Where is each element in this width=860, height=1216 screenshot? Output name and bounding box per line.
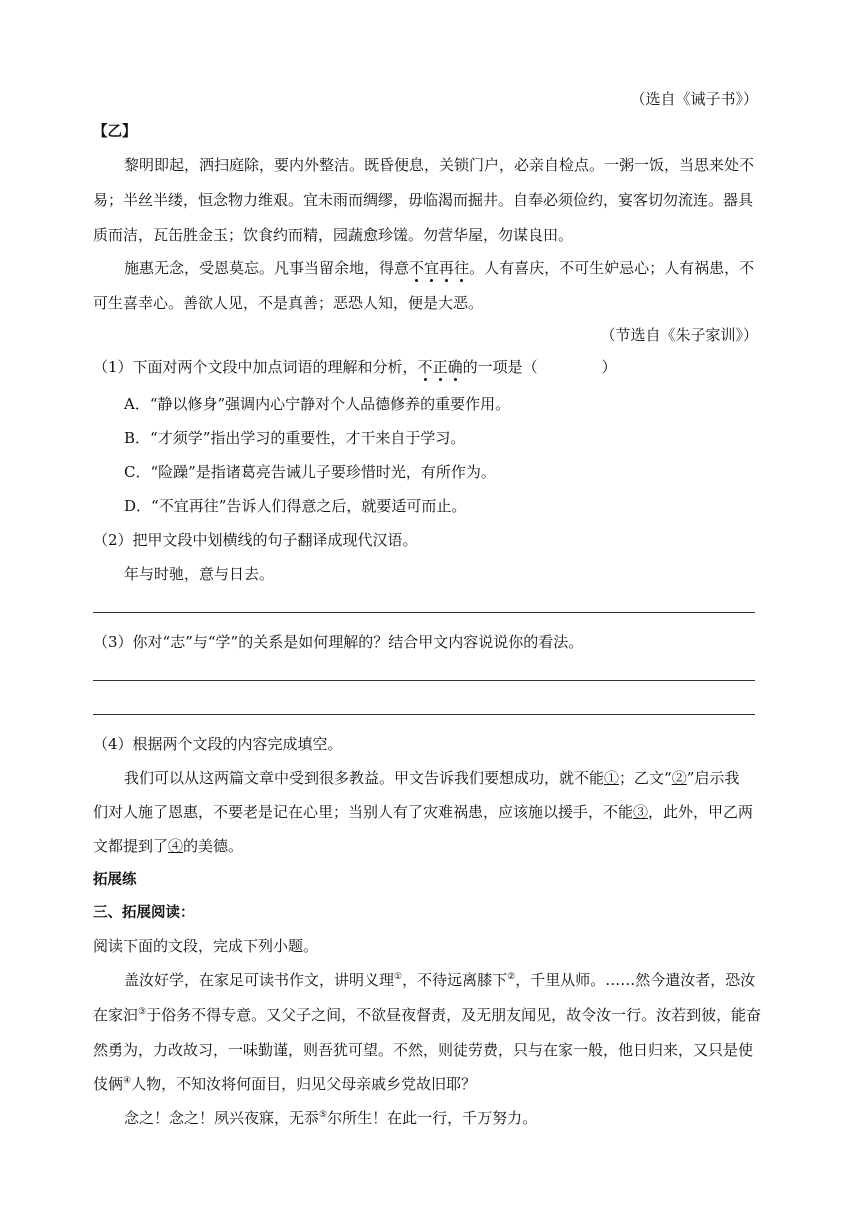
blank-marker[interactable]: ②	[671, 769, 687, 787]
yi-p1-line-2: 易；半丝半缕，恒念物力维艰。宜未雨而绸缪，毋临渴而掘井。自奉必须俭约，宴客切勿流连。器具	[93, 191, 754, 209]
passage-line-5: 念之！念之！夙兴夜寐，无忝⑤尔所生！在此一行，千万努力。	[124, 1109, 538, 1127]
dotted-char: 不	[409, 259, 425, 277]
passage-line-4: 伎俩④人物，不知汝将何面目，归见父母亲戚乡党故旧耶？	[93, 1075, 477, 1093]
dotted-char: 再	[439, 259, 455, 277]
q4-line-2: 们对人施了恩惠，不要老是记在心里；当别人有了灾难祸患，应该施以援手，不能③，此外，甲乙两	[93, 803, 754, 821]
dotted-char: 宜	[424, 259, 440, 277]
yi-p1-line-3: 质而洁，瓦缶胜金玉；饮食约而精，园蔬愈珍馐。勿营华屋，勿谋良田。	[93, 226, 574, 244]
yi-p1-line-1: 黎明即起，洒扫庭除，要内外整洁。既昏便息，关锁门户，必亲自检点。一粥一饭，当思来处不	[124, 156, 755, 174]
dotted-char: 确	[447, 358, 463, 376]
footnote-mark: ③	[138, 1007, 147, 1017]
answer-line[interactable]	[93, 612, 755, 613]
blank-marker[interactable]: ④	[168, 837, 184, 855]
option-b[interactable]: B．“才须学”指出学习的重要性，才干来自于学习。	[124, 429, 466, 447]
source-jia: （选自《诫子书》）	[630, 90, 758, 108]
source-yi: （节选自《朱子家训》）	[600, 326, 758, 344]
question-4: （4）根据两个文段的内容完成填空。	[93, 735, 343, 753]
q4-line-3: 文都提到了④的美德。	[93, 837, 244, 855]
instruction: 阅读下面的文段，完成下列小题。	[93, 937, 319, 955]
option-d[interactable]: D．“不宜再往”告诉人们得意之后，就要适可而止。	[124, 497, 467, 515]
yi-heading: 【乙】	[93, 124, 137, 140]
question-2: （2）把甲文段中划横线的句子翻译成现代汉语。	[93, 531, 418, 549]
passage-line-2: 在家汩③于俗务不得专意。又父子之间，不欲昼夜督责，及无朋友闻见，故令汝一行。汝若到彼，能奋	[93, 1006, 762, 1024]
passage-line-3: 然勇为，力改故习，一味勤谨，则吾犹可望。不然，则徒劳费，只与在家一般，他日归来，又只是使	[93, 1041, 754, 1059]
q4-line-1: 我们可以从这两篇文章中受到很多教益。甲文告诉我们要想成功，就不能①；乙文“②”启示我	[124, 769, 740, 787]
blank-marker[interactable]: ①	[604, 769, 620, 787]
answer-line[interactable]	[93, 714, 755, 715]
section-three: 三、拓展阅读：	[93, 905, 195, 921]
yi-p2-line-1	[124, 258, 754, 278]
footnote-mark: ④	[123, 1076, 132, 1086]
section-practice: 拓展练	[93, 872, 137, 888]
option-c[interactable]: C．“险躁”是指诸葛亮告诫儿子要珍惜时光，有所作为。	[124, 463, 496, 481]
question-3: （3）你对“志”与“学”的关系是如何理解的？结合甲文内容说说你的看法。	[93, 633, 584, 651]
q2-sentence: 年与时驰，意与日去。	[124, 565, 275, 583]
yi-p2-text-a: 施惠无念，受恩莫忘。凡事当留余地，得意	[124, 259, 410, 277]
answer-line[interactable]	[93, 680, 755, 681]
question-1: （1）下面对两个文段中加点词语的理解和分析，不正确的一项是（ ）	[93, 358, 617, 376]
dotted-char: 不	[417, 358, 433, 376]
yi-p2-text-b: 。人有喜庆，不可生妒忌心；人有祸患，不	[469, 259, 755, 277]
footnote-mark: ⑤	[319, 1110, 328, 1120]
dotted-char: 往	[454, 259, 470, 277]
yi-p2-line-2: 可生喜幸心。善欲人见，不是真善；恶恐人知，便是大恶。	[93, 294, 484, 312]
footnote-mark: ①	[394, 972, 403, 982]
option-a[interactable]: A．“静以修身”强调内心宁静对个人品德修养的重要作用。	[124, 395, 511, 413]
passage-line-1: 盖汝好学，在家足可读书作文，讲明义理①，不待远离膝下②，千里从师。……然今遣汝者，恐汝	[124, 971, 756, 989]
footnote-mark: ②	[507, 972, 516, 982]
blank-marker[interactable]: ③	[633, 803, 649, 821]
dotted-char: 正	[432, 358, 448, 376]
